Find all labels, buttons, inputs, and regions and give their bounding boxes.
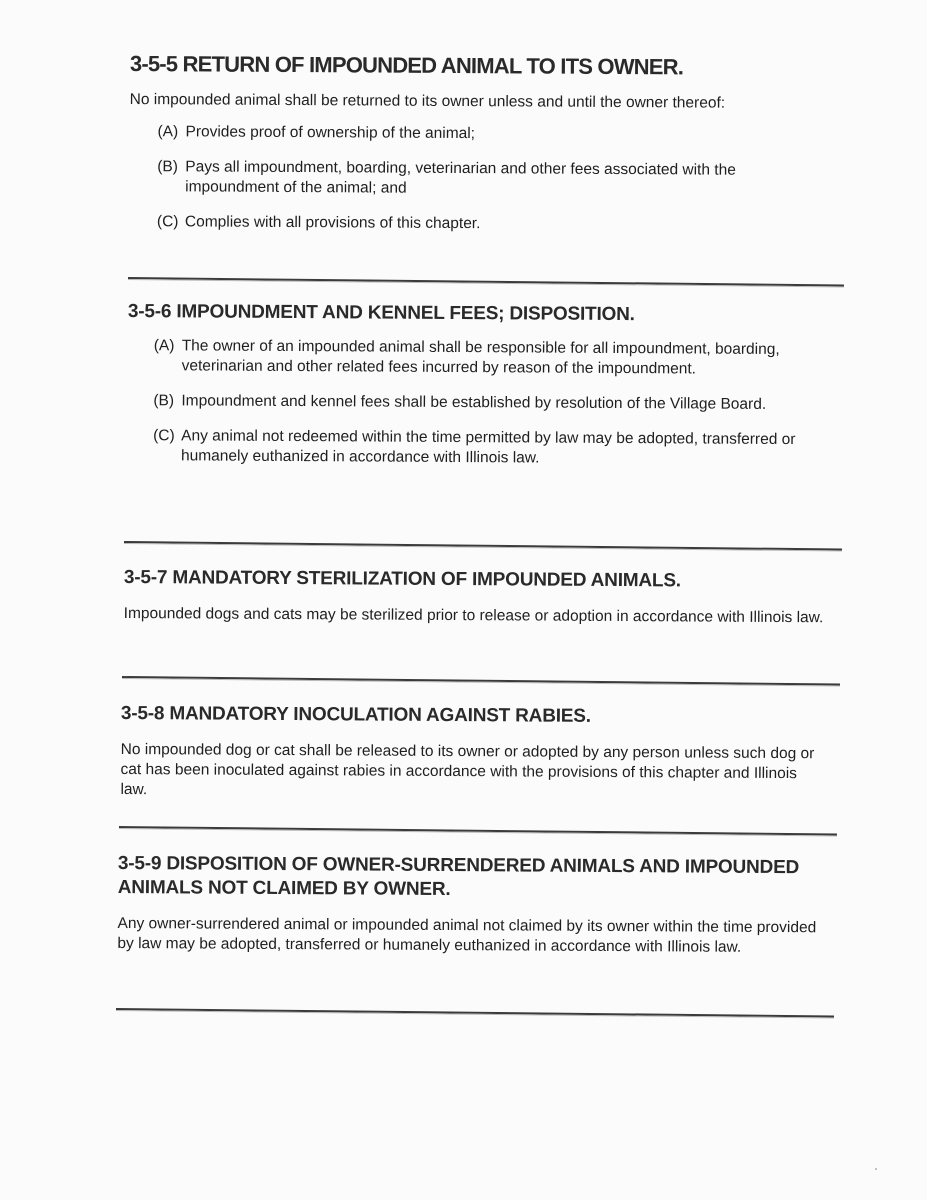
- item-text: Impoundment and kennel fees shall be established by resolution of the Village Board.: [181, 392, 767, 413]
- list-item: [153, 391, 797, 415]
- section-heading: 3-5-5 RETURN OF IMPOUNDED ANIMAL TO ITS OWNER.: [129, 51, 684, 80]
- section-divider: [119, 826, 837, 837]
- item-letter: (B): [157, 158, 179, 176]
- item-text: Provides proof of ownership of the animal;: [185, 123, 476, 143]
- item-text: Complies with all provisions of this chapter.: [184, 213, 481, 233]
- item-list: [157, 122, 798, 236]
- item-text: Any animal not redeemed within the time permitted by law may be adopted, transferred or humanely euthanized in accordance with Illinois law.: [180, 427, 796, 467]
- list-item: [157, 157, 797, 201]
- section-body: Impounded dogs and cats may be sterilized prior to release or adoption in accordance with Illinois law.: [123, 604, 824, 627]
- section-divider: [122, 676, 840, 687]
- section-3-5-6: [127, 300, 828, 485]
- scan-speck: [875, 1168, 877, 1170]
- item-letter: (A): [157, 123, 179, 141]
- section-3-5-8: [120, 702, 821, 804]
- section-3-5-9: [117, 852, 818, 958]
- list-item: [154, 336, 798, 380]
- section-body: No impounded dog or cat shall be released to its owner or adopted by any person unless such dog or cat has been inoculated against rabies in accordance with the provisions of this chapter and Illinois law.: [120, 740, 815, 799]
- item-letter: (B): [153, 392, 175, 410]
- section-heading: 3-5-6 IMPOUNDMENT AND KENNEL FEES; DISPOSITION.: [127, 300, 635, 326]
- section-divider: [128, 277, 844, 287]
- section-heading: 3-5-7 MANDATORY STERILIZATION OF IMPOUNDED ANIMALS.: [123, 567, 681, 592]
- item-list: [153, 336, 798, 470]
- item-letter: (C): [156, 213, 179, 231]
- item-letter: (A): [153, 337, 175, 355]
- section-heading: 3-5-8 MANDATORY INOCULATION AGAINST RABIES.: [120, 703, 591, 727]
- list-item: [157, 212, 797, 236]
- list-item: [157, 122, 797, 146]
- section-intro: No impounded animal shall be returned to its owner unless and until the owner thereof:: [129, 90, 726, 112]
- section-3-5-5: [129, 52, 830, 251]
- section-heading: 3-5-9 DISPOSITION OF OWNER-SURRENDERED ANIMALS AND IMPOUNDED ANIMALS NOT CLAIMED BY OWNER.: [117, 853, 800, 901]
- section-divider: [124, 541, 842, 552]
- section-divider: [116, 1008, 834, 1019]
- section-3-5-7: [124, 566, 824, 628]
- list-item: [153, 426, 797, 470]
- item-text: Pays all impoundment, boarding, veterinarian and other fees associated with the impoundment of the animal; and: [185, 158, 736, 197]
- item-letter: (C): [153, 427, 175, 445]
- item-text: The owner of an impounded animal shall be responsible for all impoundment, boarding, veterinarian and other related fees incurred by reason of the impoundment.: [181, 337, 780, 378]
- section-body: Any owner-surrendered animal or impounded animal not claimed by its owner within the time provided by law may be adopted, transferred or humanely euthanized in accordance with Illinois law.: [117, 914, 817, 956]
